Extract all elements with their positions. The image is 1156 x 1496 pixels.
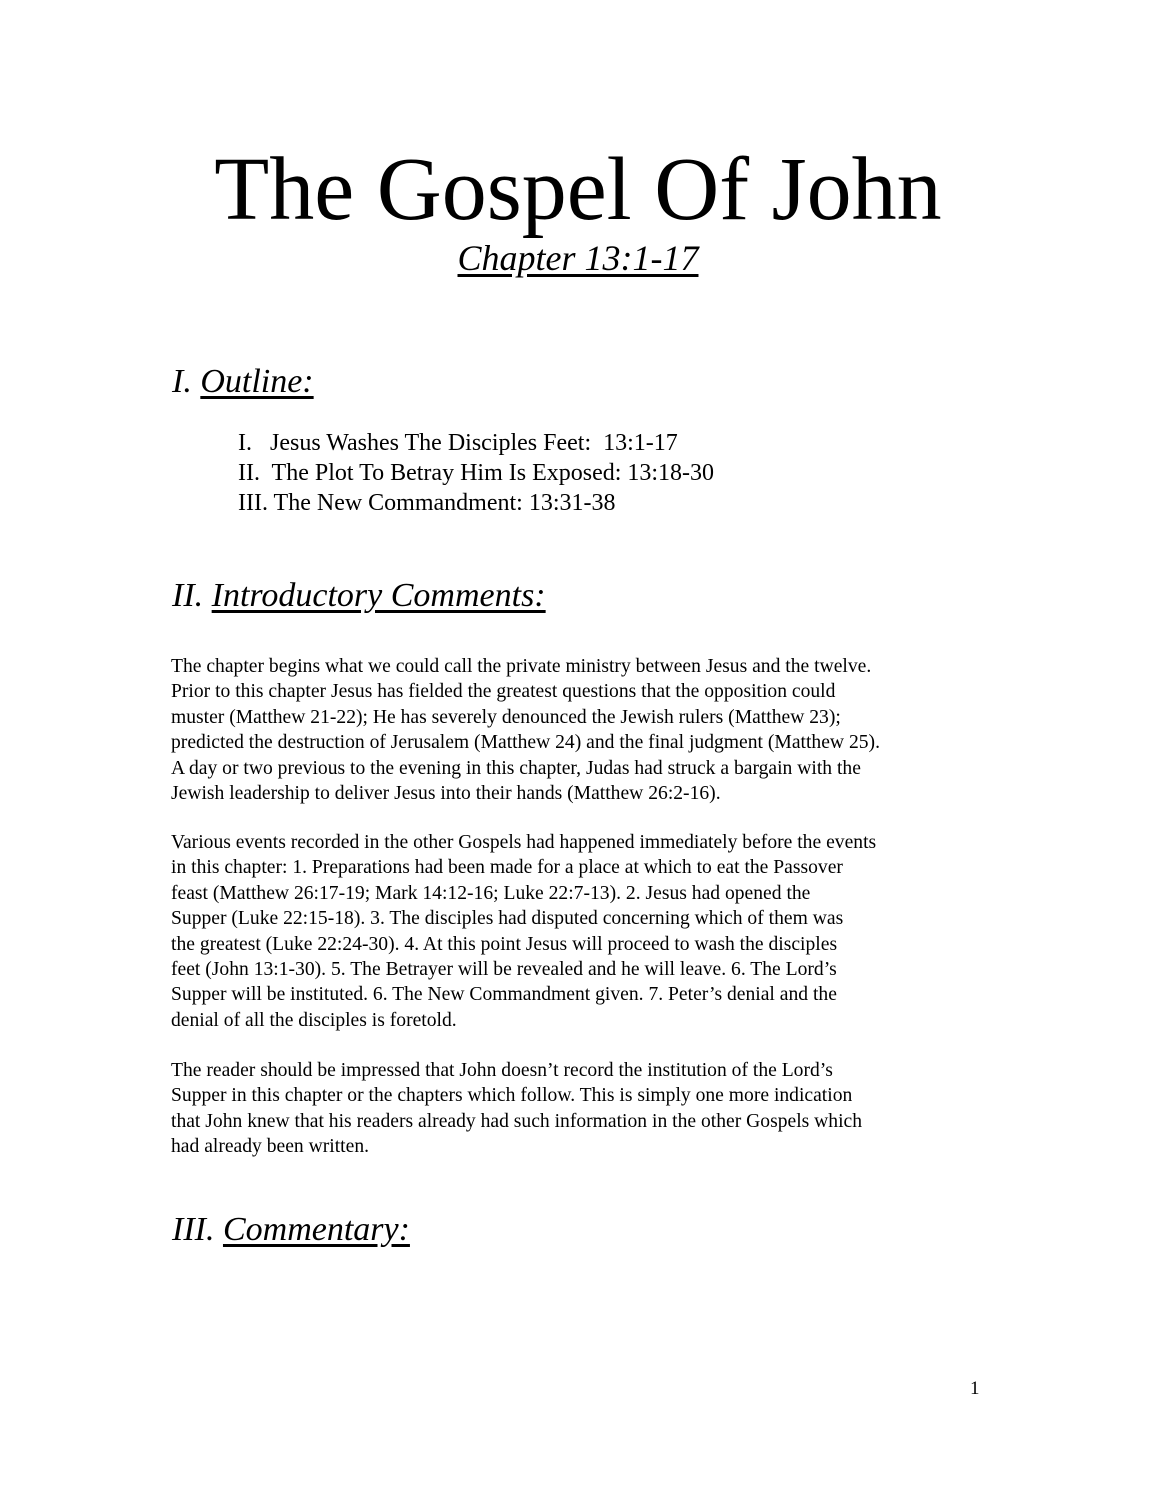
outline-list <box>238 428 714 518</box>
section-numeral: III. <box>172 1211 215 1248</box>
section-heading-text: Introductory Comments: <box>211 577 546 614</box>
section-numeral: I. <box>172 363 192 400</box>
section-heading-outline <box>172 362 314 402</box>
outline-item: III. The New Commandment: 13:31-38 <box>238 490 616 516</box>
section-heading-commentary <box>172 1210 410 1250</box>
outline-item: II. The Plot To Betray Him Is Exposed: 13:18-30 <box>238 460 715 486</box>
body-paragraph: Various events recorded in the other Gospels had happened immediately before the events in this chapter: 1. Preparations had been made for a place at which to eat the Passover feast (Matthew 26:17-19; Mark 14:12-16; Luke 22:7-13). 2. Jesus had opened the Supper (Luke 22:15-18). 3. The disciples had disputed concerning which of them was the greatest (Luke 22:24-30). 4. At this point Jesus will proceed to wash the disciples feet (John 13:1-30). 5. The Betrayer will be revealed and he will leave. 6. The Lord’s Supper will be instituted. 6. The New Commandment given. 7. Peter’s denial and the denial of all the disciples is foretold. <box>171 832 877 1031</box>
body-paragraph: The reader should be impressed that John doesn’t record the institution of the Lord’s Supper in this chapter or the chapters which follow. This is simply one more indication that John knew that his readers already had such information in the other Gospels which had already been written. <box>171 1060 863 1158</box>
body-paragraph: The chapter begins what we could call the private ministry between Jesus and the twelve. Prior to this chapter Jesus has fielded the greatest questions that the opposition could muster (Matthew 21-22); He has severely denounced the Jewish rulers (Matthew 23); predicted the destruction of Jerusalem (Matthew 24) and the final judgment (Matthew 25). A day or two previous to the evening in this chapter, Judas had struck a bargain with the Jewish leadership to deliver Jesus into their hands (Matthew 26:2-16). <box>171 656 880 805</box>
section-heading-text: Commentary: <box>222 1211 410 1248</box>
section-numeral: II. <box>172 577 204 614</box>
outline-item: I. Jesus Washes The Disciples Feet: 13:1-17 <box>238 430 678 456</box>
page-subtitle <box>0 236 1156 280</box>
page-number: 1 <box>970 1378 980 1399</box>
section-heading-introductory-comments <box>172 576 546 616</box>
page-title: The Gospel Of John <box>214 140 942 239</box>
subtitle-text: Chapter 13:1-17 <box>457 238 699 278</box>
section-heading-text: Outline: <box>200 363 314 400</box>
